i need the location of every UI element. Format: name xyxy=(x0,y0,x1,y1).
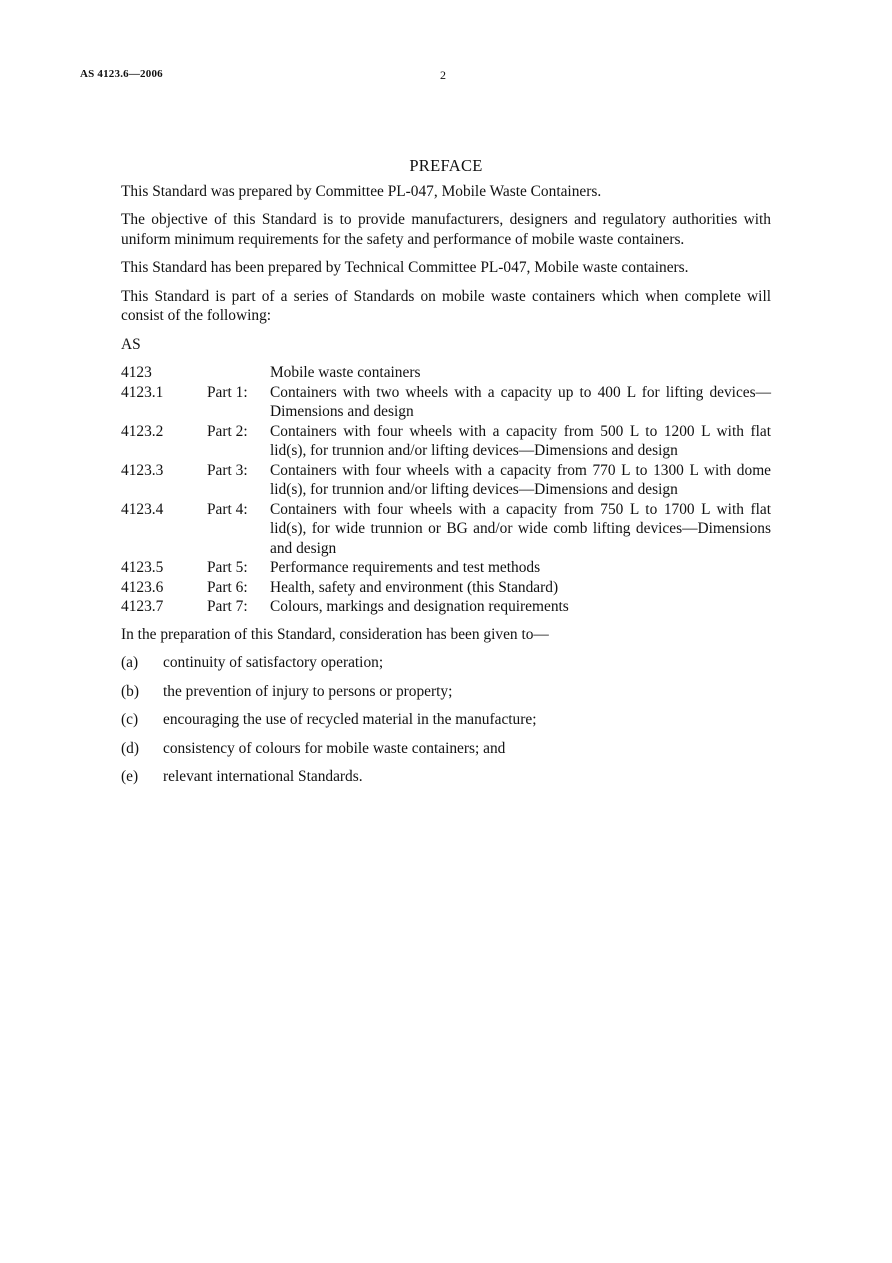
part-label: Part 5: xyxy=(207,559,248,576)
paragraph: The objective of this Standard is to provide manufacturers, designers and regulatory authorities with uniform minimum requirements for the safety and performance of mobile waste containers. xyxy=(121,211,771,248)
part-title: Mobile waste containers xyxy=(270,364,421,381)
list-text: consistency of colours for mobile waste containers; and xyxy=(163,739,506,757)
list-item xyxy=(121,739,771,759)
preface-section xyxy=(121,156,771,796)
part-title: Containers with four wheels with a capacity from 500 L to 1200 L with flat lid(s), for trunnion and/or lifting devices—Dimensions and design xyxy=(270,422,771,459)
list-item xyxy=(121,653,771,673)
part-title: Health, safety and environment (this Standard) xyxy=(270,578,559,596)
consideration-intro: In the preparation of this Standard, consideration has been given to— xyxy=(121,625,549,643)
part-number: 4123 xyxy=(121,364,152,381)
list-marker: (d) xyxy=(121,739,139,757)
parts-table xyxy=(121,363,771,617)
list-text: encouraging the use of recycled material in the manufacture; xyxy=(163,711,537,728)
paragraph: This Standard was prepared by Committee PL-047, Mobile Waste Containers. xyxy=(121,182,602,200)
part-title: Performance requirements and test methods xyxy=(270,559,541,576)
page-title: PREFACE xyxy=(409,156,483,175)
page-number: 2 xyxy=(440,68,446,82)
document-id: AS 4123.6—2006 xyxy=(80,68,163,80)
paragraph: This Standard is part of a series of Standards on mobile waste containers which when complete will consist of the following: xyxy=(121,287,771,324)
table-row xyxy=(121,597,771,617)
list-marker: (a) xyxy=(121,654,139,671)
part-number: 4123.1 xyxy=(121,383,164,401)
part-label xyxy=(207,363,270,383)
part-label: Part 7: xyxy=(207,598,248,615)
list-item xyxy=(121,710,771,730)
consideration-list xyxy=(121,653,771,787)
table-row xyxy=(121,383,771,422)
part-title: Containers with four wheels with a capacity from 770 L to 1300 L with dome lid(s), for trunnion and/or lifting devices—Dimensions and design xyxy=(270,461,771,498)
table-row xyxy=(121,578,771,598)
list-marker: (e) xyxy=(121,768,139,785)
part-label: Part 2: xyxy=(207,422,248,440)
series-label: AS xyxy=(121,335,141,353)
part-title: Containers with two wheels with a capacity up to 400 L for lifting devices—Dimensions and design xyxy=(270,383,771,420)
list-text: the prevention of injury to persons or property; xyxy=(163,682,453,700)
list-text: relevant international Standards. xyxy=(163,768,363,785)
part-title: Containers with four wheels with a capacity from 750 L to 1700 L with flat lid(s), for wide trunnion or BG and/or wide comb lifting devices—Dimensions and design xyxy=(270,500,771,557)
list-text: continuity of satisfactory operation; xyxy=(163,654,384,671)
part-label: Part 1: xyxy=(207,383,248,401)
part-number: 4123.2 xyxy=(121,422,164,440)
list-item xyxy=(121,682,771,702)
table-row xyxy=(121,422,771,461)
paragraph: This Standard has been prepared by Technical Committee PL-047, Mobile waste containers. xyxy=(121,259,689,276)
part-number: 4123.7 xyxy=(121,598,164,615)
list-item xyxy=(121,767,771,787)
part-title: Colours, markings and designation requirements xyxy=(270,598,569,615)
table-row xyxy=(121,500,771,559)
table-row xyxy=(121,363,771,383)
table-row xyxy=(121,461,771,500)
table-row xyxy=(121,558,771,578)
part-number: 4123.5 xyxy=(121,559,164,576)
part-label: Part 3: xyxy=(207,461,248,479)
list-marker: (b) xyxy=(121,682,139,700)
list-marker: (c) xyxy=(121,711,139,728)
part-number: 4123.6 xyxy=(121,578,164,596)
part-number: 4123.4 xyxy=(121,500,164,518)
part-number: 4123.3 xyxy=(121,461,164,479)
part-label: Part 4: xyxy=(207,500,248,518)
part-label: Part 6: xyxy=(207,578,248,596)
